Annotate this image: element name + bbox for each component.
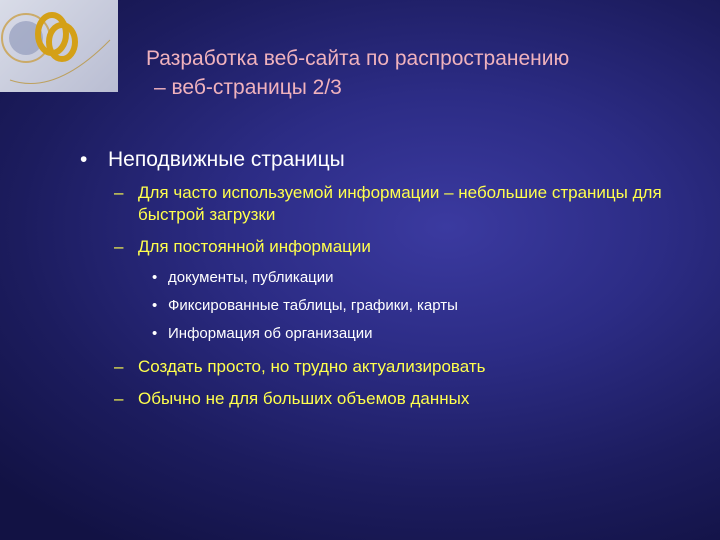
subitem-text: Для часто используемой информации – небольшие страницы для быстрой загрузки: [138, 183, 662, 224]
dash-icon: –: [114, 237, 124, 256]
sub-subitem-text: Фиксированные таблицы, графики, карты: [168, 297, 458, 314]
dash-icon: –: [114, 183, 124, 202]
subitem-frequent-info: [80, 182, 680, 226]
slide-title: [146, 44, 686, 102]
sub-subitem-text: Информация об организации: [168, 325, 373, 342]
sub-subitem-tables: [80, 296, 680, 316]
title-line-2: – веб-страницы 2/3: [154, 76, 342, 99]
subitem-text: Создать просто, но трудно актуализировать: [138, 357, 486, 376]
sub-subitem-organization: [80, 324, 680, 344]
sub-subitem-documents: [80, 268, 680, 288]
bullet-icon: •: [152, 269, 158, 286]
bullet-text: Неподвижные страницы: [108, 148, 345, 171]
subitem-text: Обычно не для больших объемов данных: [138, 389, 470, 408]
escap-logo: [0, 0, 118, 92]
bullet-static-pages: [80, 146, 680, 174]
subitem-permanent-info: [80, 236, 680, 258]
title-line-1: Разработка веб-сайта по распространению: [146, 47, 570, 70]
sub-subitem-text: документы, публикации: [168, 269, 334, 286]
subitem-not-large-data: [80, 388, 680, 410]
bullet-icon: •: [152, 297, 158, 314]
subitem-text: Для постоянной информации: [138, 237, 371, 256]
dash-icon: –: [114, 357, 124, 376]
slide-content: [80, 146, 680, 420]
subitem-easy-create: [80, 356, 680, 378]
bullet-icon: •: [80, 148, 88, 171]
escap-60-logo-icon: [0, 0, 118, 92]
dash-icon: –: [114, 389, 124, 408]
bullet-icon: •: [152, 325, 158, 342]
